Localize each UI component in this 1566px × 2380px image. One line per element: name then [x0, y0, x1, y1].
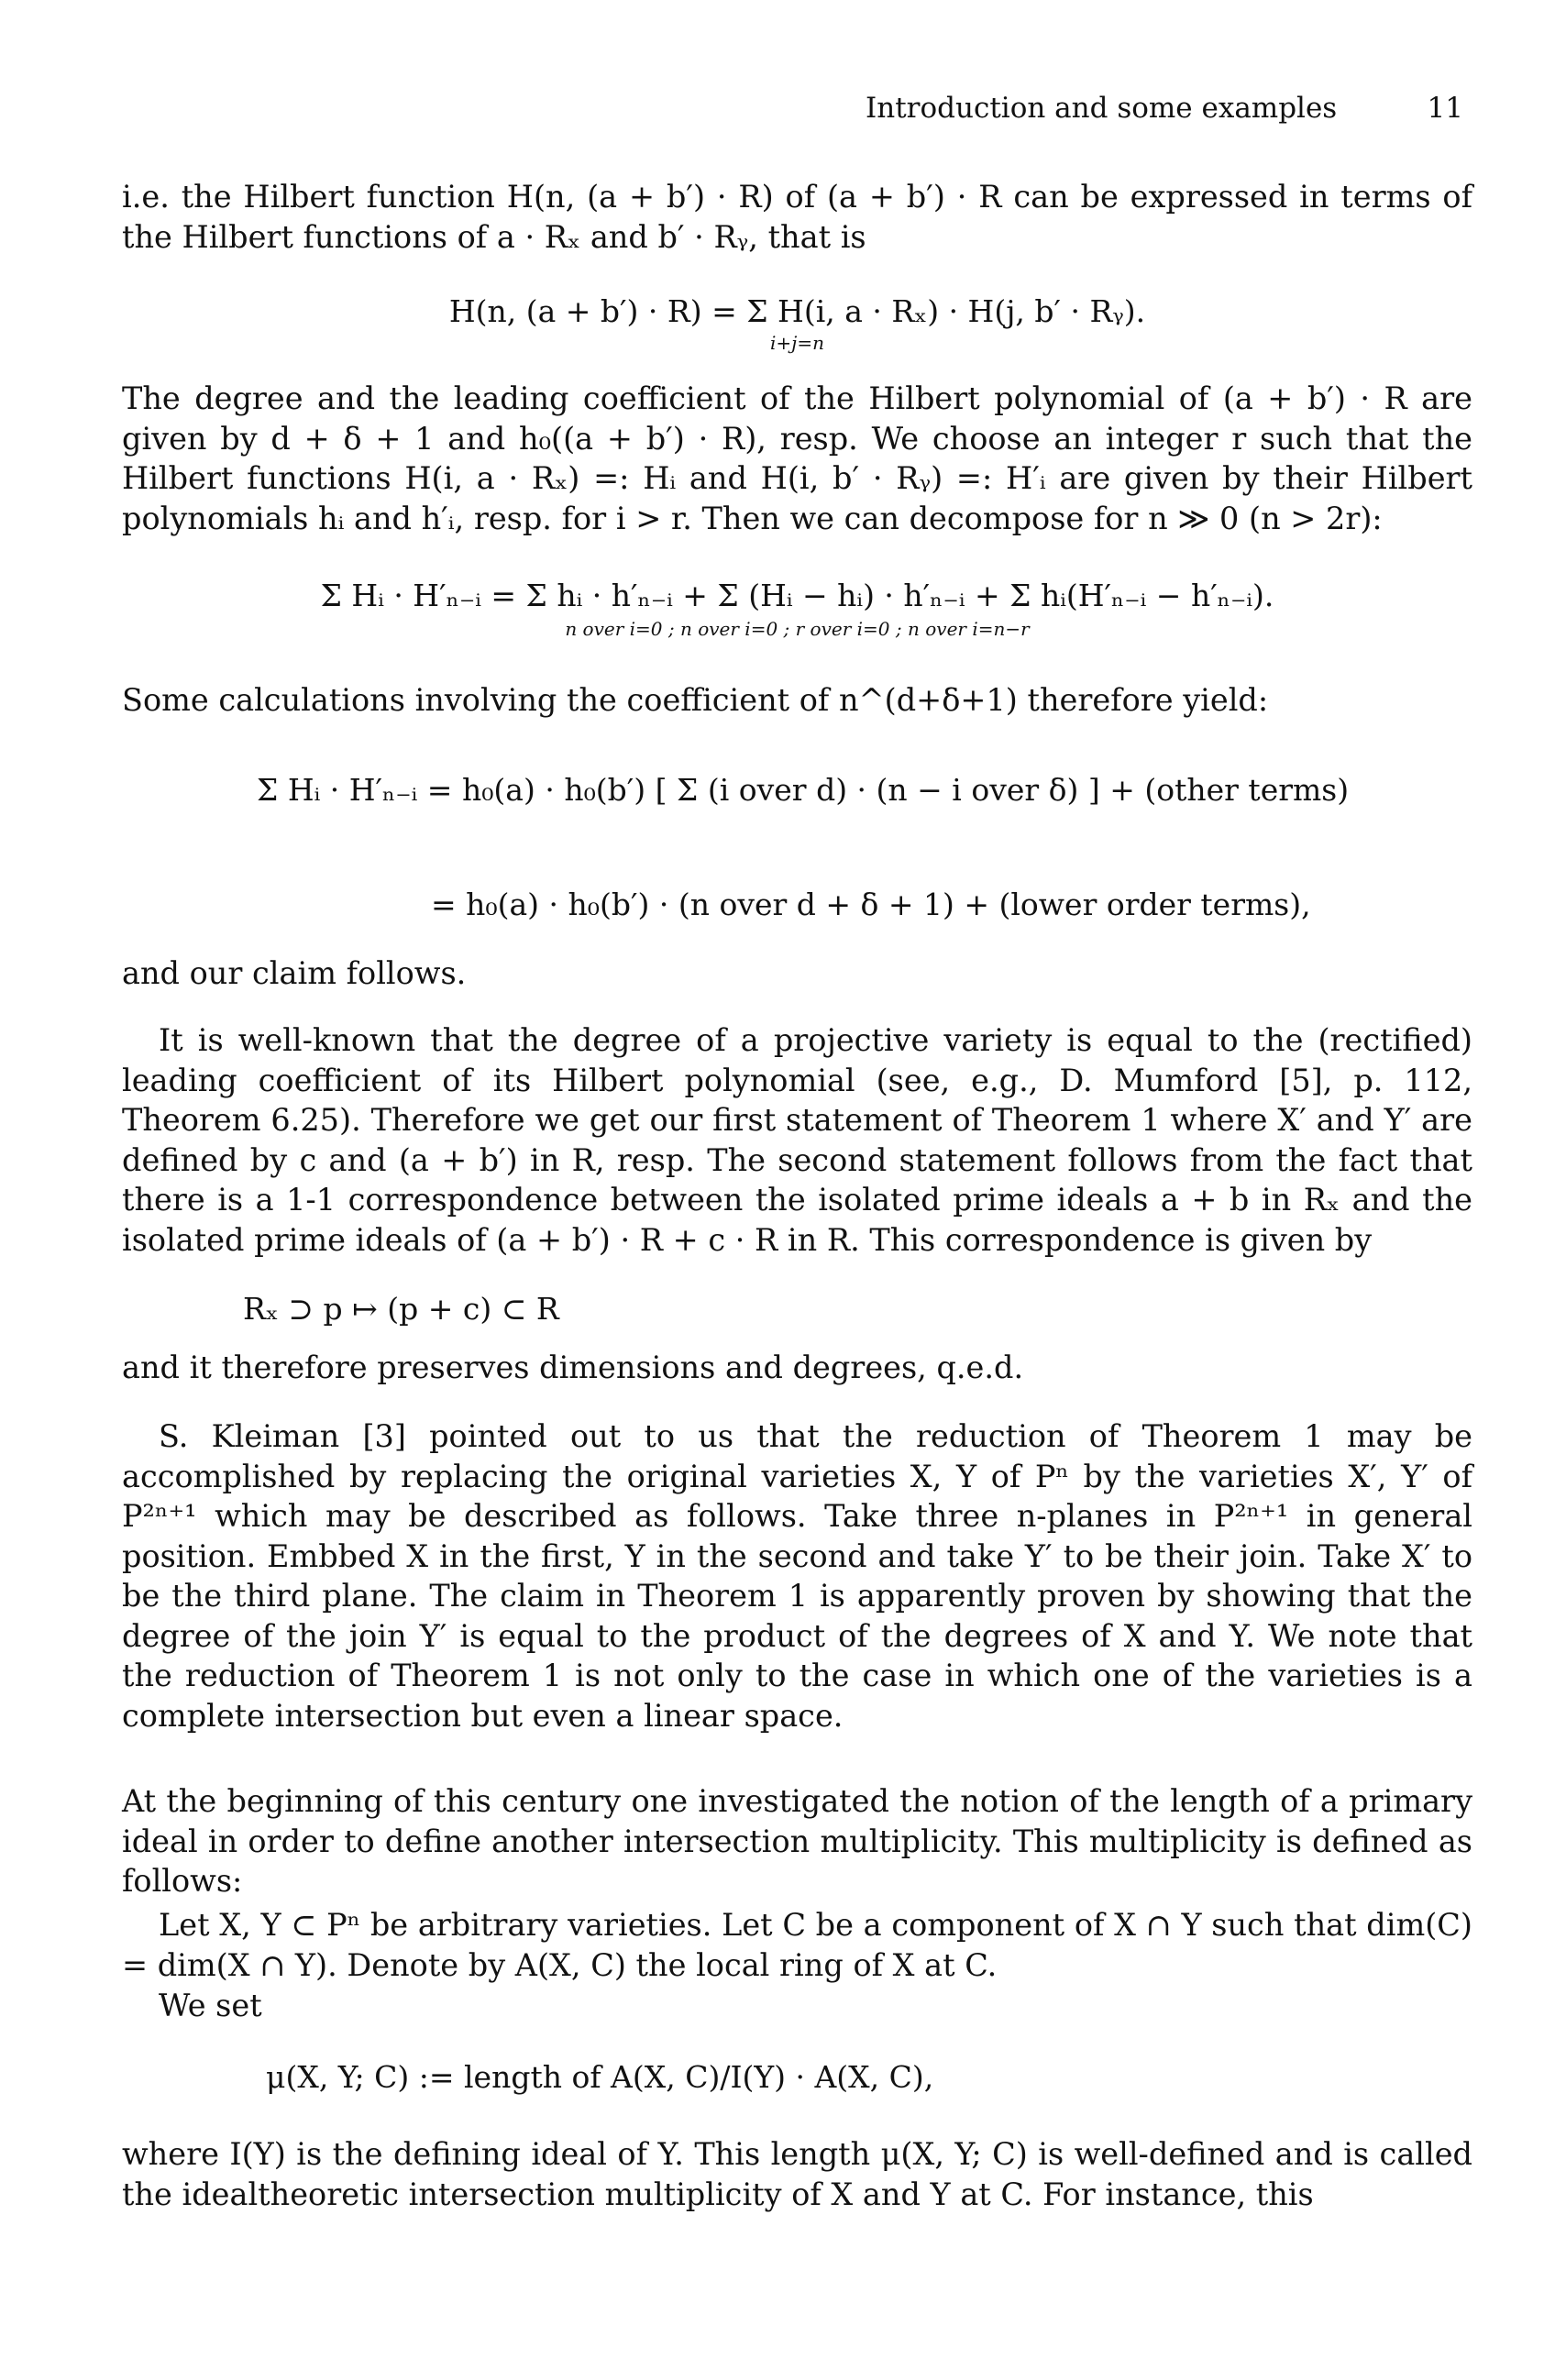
equation-correspondence: Rₓ ⊃ p ↦ (p + c) ⊂ R	[243, 1291, 559, 1327]
page-number: 11	[1427, 92, 1463, 125]
equation-multiplicity-definition: μ(X, Y; C) := length of A(X, C)/I(Y) · A(X, C),	[266, 2059, 934, 2095]
paragraph-claim-follows: and our claim follows.	[122, 955, 467, 991]
equation-hilbert-sum-limit: i+j=n	[770, 332, 824, 354]
equation-coefficient-sum: Σ Hᵢ · H′ₙ₋ᵢ = h₀(a) · h₀(b′) [ Σ (i over d) · (n − i over δ) ] + (other terms)	[257, 772, 1350, 808]
equation-binomial-result: = h₀(a) · h₀(b′) · (n over d + δ + 1) + (lower order terms),	[431, 887, 1311, 922]
paragraph-kleiman-reduction: S. Kleiman [3] pointed out to us that the reduction of Theorem 1 may be accomplished by replacing the original varieties X, Y of Pⁿ by the varieties X′, Y′ of P²ⁿ⁺¹ which may be described as follows. Take three n-planes in P²ⁿ⁺¹ in general position. Embbed X in the first, Y in the second and take Y′ to be their join. Take X′ to be the third plane. The claim in Theorem 1 is apparently proven by showing that the degree of the join Y′ is equal to the product of the degrees of X and Y. We note that the reduction of Theorem 1 is not only to the case in which one of the varieties is a complete intersection but even a linear space.	[122, 1418, 1472, 1734]
equation-hilbert-sum-text: H(n, (a + b′) · R) = Σ H(i, a · Rₓ) · H(j, b′ · Rᵧ).	[448, 293, 1146, 329]
paragraph-idealtheoretic-multiplicity: where I(Y) is the defining ideal of Y. This length μ(X, Y; C) is well-defined and is called the idealtheoretic intersection multiplicity of X and Y at C. For instance, this	[122, 2136, 1472, 2212]
paragraph-preserves-dimensions: and it therefore preserves dimensions and degrees, q.e.d.	[122, 1350, 1024, 1385]
equation-decomposition-text: Σ Hᵢ · H′ₙ₋ᵢ = Σ hᵢ · h′ₙ₋ᵢ + Σ (Hᵢ − hᵢ) · h′ₙ₋ᵢ + Σ hᵢ(H′ₙ₋ᵢ − h′ₙ₋ᵢ).	[320, 578, 1274, 613]
paragraph-calculations: Some calculations involving the coefficient of n^(d+δ+1) therefore yield:	[122, 682, 1269, 718]
paragraph-length-primary-ideal: At the beginning of this century one investigated the notion of the length of a primary ideal in order to define another intersection multiplicity. This multiplicity is defined as follows:	[122, 1783, 1472, 1899]
running-title: Introduction and some examples	[866, 92, 1338, 125]
paragraph-hilbert-function-intro: i.e. the Hilbert function H(n, (a + b′) · R) of (a + b′) · R can be expressed in terms of the Hilbert functions of a · Rₓ and b′ · Rᵧ, that is	[122, 179, 1472, 255]
paragraph-we-set: We set	[159, 1988, 262, 2023]
paragraph-degree-projective-variety: It is well-known that the degree of a projective variety is equal to the (rectified) leading coefficient of its Hilbert polynomial (see, e.g., D. Mumford [5], p. 112, Theorem 6.25). Therefore we get our first statement of Theorem 1 where X′ and Y′ are defined by c and (a + b′) in R, resp. The second statement follows from the fact that there is a 1-1 correspondence between the isolated prime ideals a + b in Rₓ and the isolated prime ideals of (a + b′) · R + c · R in R. This correspondence is given by	[122, 1022, 1472, 1258]
paragraph-arbitrary-varieties: Let X, Y ⊂ Pⁿ be arbitrary varieties. Let C be a component of X ∩ Y such that dim(C) = dim(X ∩ Y). Denote by A(X, C) the local ring of X at C.	[122, 1907, 1472, 1983]
equation-decomposition	[122, 576, 1472, 649]
running-header	[866, 88, 1471, 128]
equation-decomposition-limits: n over i=0 ; n over i=0 ; r over i=0 ; n over i=n−r	[565, 618, 1030, 640]
paragraph-degree-leading-coefficient: The degree and the leading coefficient of the Hilbert polynomial of (a + b′) · R are given by d + δ + 1 and h₀((a + b′) · R), resp. We choose an integer r such that the Hilbert functions H(i, a · Rₓ) =: Hᵢ and H(i, b′ · Rᵧ) =: H′ᵢ are given by their Hilbert polynomials hᵢ and h′ᵢ, resp. for i > r. Then we can decompose for n ≫ 0 (n > 2r):	[122, 380, 1472, 536]
equation-hilbert-sum	[122, 292, 1472, 363]
